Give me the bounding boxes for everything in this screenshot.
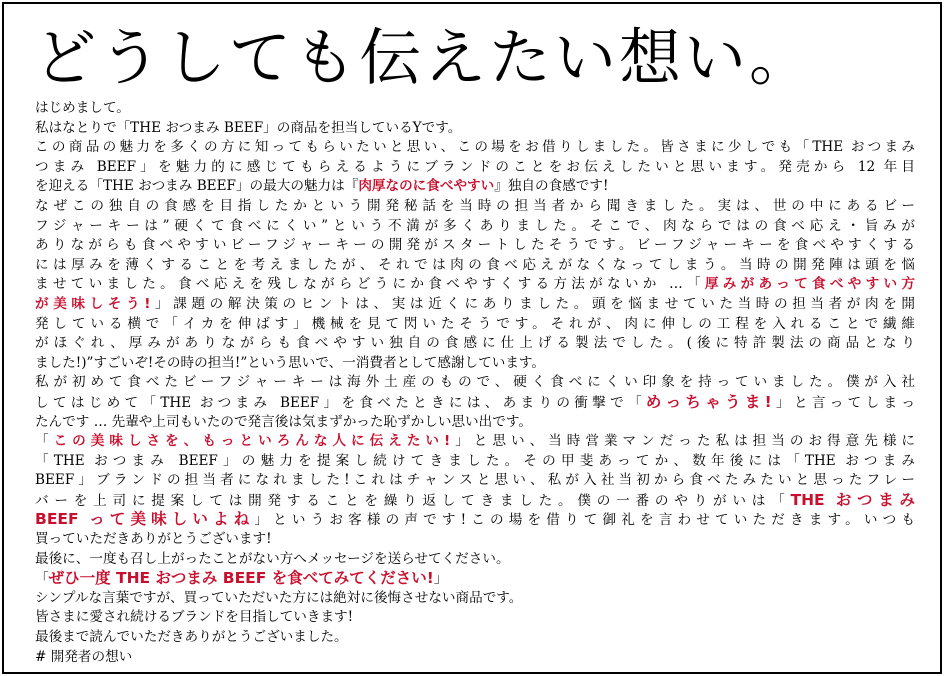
body-text: 最後に、一度も召し上がったことがない方へメッセージを送らせてください。 xyxy=(35,550,510,567)
body-text: つまみ BEEF」を魅力的に感じてもらえるようにブランドのことをお伝えしたいと思います。発売から 12 年目 xyxy=(35,158,915,175)
highlight-text: めっちゃうま! xyxy=(645,392,772,411)
body-text: 」課題の解決策のヒントは、実は近くにありました。頭を悩ませていた当時の担当者が肉を開 xyxy=(150,295,916,312)
text-line xyxy=(35,491,915,511)
body-text: 「THE おつまみ BEEF」の魅力を提案し続けてきました。その甲斐あってか、数年後には「THE おつまみ xyxy=(35,452,915,469)
body-text: はじめまして。 xyxy=(35,100,130,116)
text-line xyxy=(35,119,915,139)
text-line xyxy=(35,275,915,295)
text-line xyxy=(35,99,915,119)
text-line xyxy=(35,393,915,413)
highlight-text: THE おつまみ xyxy=(790,490,916,509)
body-text: バーを上司に提案しては開発することを繰り返してきました。僕の一番のやりがいは「 xyxy=(35,492,791,509)
message-body xyxy=(35,99,915,667)
body-text: ありながらも食べやすいビーフジャーキーの開発がスタートしたそうです。ビーフジャーキーを食べやすくする xyxy=(35,237,915,254)
highlight-text: 肉厚なのに食べやすい xyxy=(358,178,495,195)
text-line xyxy=(35,452,915,472)
text-line xyxy=(35,217,915,237)
text-line xyxy=(35,628,915,648)
highlight-text: ぜひ一度 THE おつまみ BEEF を食べてみてください! xyxy=(48,569,434,588)
body-text: には厚みを薄くすることを考えましたが、それでは肉の食べ応えがなくなってしまう。当時の開発陣は頭を悩 xyxy=(35,256,915,273)
text-line xyxy=(35,295,915,315)
body-text: 私はなとりで「THE おつまみ BEEF」の商品を担当しているYです。 xyxy=(35,119,462,136)
text-line xyxy=(35,589,915,609)
body-text: 最後まで読んでいただきありがとうございました。 xyxy=(35,629,348,646)
body-text: 「 xyxy=(35,571,49,588)
text-line xyxy=(35,530,915,550)
text-line xyxy=(35,138,915,158)
text-line xyxy=(35,177,915,197)
text-line xyxy=(35,608,915,628)
text-line xyxy=(35,315,915,335)
text-line xyxy=(35,354,915,374)
body-text: がほぐれ、厚みがありながらも食べやすい独自の食感に仕上げる製法でした。(後に特許製法の商品となり xyxy=(35,335,915,352)
body-text: 」と思い、当時営業マンだった私は担当のお得意先様に xyxy=(450,433,916,450)
body-text: 「 xyxy=(35,433,54,450)
body-text: 」 xyxy=(433,571,448,588)
body-text: 」というお客様の声です!この場を借りて御礼を言わせていただきます。いつも xyxy=(254,512,916,529)
body-text: してはじめて「THE おつまみ BEEF」を食べたときには、あまりの衝撃で「 xyxy=(35,394,646,411)
text-line xyxy=(35,413,915,433)
text-line xyxy=(35,550,915,570)
text-line xyxy=(35,510,915,530)
body-text: 』独自の食感です! xyxy=(494,178,609,195)
text-line xyxy=(35,236,915,256)
body-text: たんです … 先輩や上司もいたので発言後は気まずかった恥ずかしい思い出です。 xyxy=(35,413,532,430)
text-line xyxy=(35,432,915,452)
body-text: 買っていただきありがとうございます! xyxy=(35,531,272,548)
page-title: どうしても伝えたい想い。 xyxy=(34,21,815,94)
text-line xyxy=(35,373,915,393)
highlight-text: 厚みがあって食べやすい方 xyxy=(704,276,915,293)
text-line xyxy=(35,648,915,668)
body-text: ました!)”すごいぞ!その時の担当!”という思いで、一消費者として感謝しています。 xyxy=(35,354,546,371)
body-text: フジャーキーは”硬くて食べにくい”という不満が多くありました。そこで、肉ならではの食べ応え・旨みが xyxy=(35,217,915,234)
highlight-text: が美味しそう! xyxy=(35,295,151,312)
body-text: 皆さまに愛され続けるブランドを目指していきます! xyxy=(35,609,354,626)
page-frame xyxy=(2,2,942,674)
body-text: # 開発者の想い xyxy=(35,648,133,665)
body-text: BEEF」ブランドの担当者になれました!これはチャンスと思い、私が入社当初から食べたみたいと思ったフレー xyxy=(35,472,915,489)
body-text: この商品の魅力を多くの方に知ってもらいたいと思い、この場をお借りしました。皆さまに少しでも「THE おつまみ xyxy=(35,139,915,156)
body-text: 発している横で「イカを伸ばす」機械を見て閃いたそうです。それが、肉に伸しの工程を入れることで繊維 xyxy=(35,315,915,332)
text-line xyxy=(35,334,915,354)
text-line xyxy=(35,197,915,217)
text-line xyxy=(35,471,915,491)
text-line xyxy=(35,256,915,276)
text-line xyxy=(35,569,915,589)
text-line xyxy=(35,158,915,178)
body-text: 私が初めて食べたビーフジャーキーは海外土産のもので、硬く食べにくい印象を持っていました。僕が入社 xyxy=(35,374,915,391)
body-text: 」と言ってしまっ xyxy=(771,394,916,411)
highlight-text: BEEF って美味しいよね xyxy=(35,510,255,529)
body-text: を迎える「THE おつまみ BEEF」の最大の魅力は『 xyxy=(35,178,359,195)
body-text: ませていました。食べ応えを残しながらどうにか食べやすくする方法がないか …「 xyxy=(35,276,705,293)
body-text: シンプルな言葉ですが、買っていただいた方には絶対に後悔させない商品です。 xyxy=(35,589,523,606)
highlight-text: この美味しさを、もっといろんな人に伝えたい! xyxy=(53,433,451,450)
body-text: なぜこの独自の食感を目指したかという開発秘話を当時の担当者から聞きました。実は、世の中にあるビー xyxy=(35,197,915,214)
